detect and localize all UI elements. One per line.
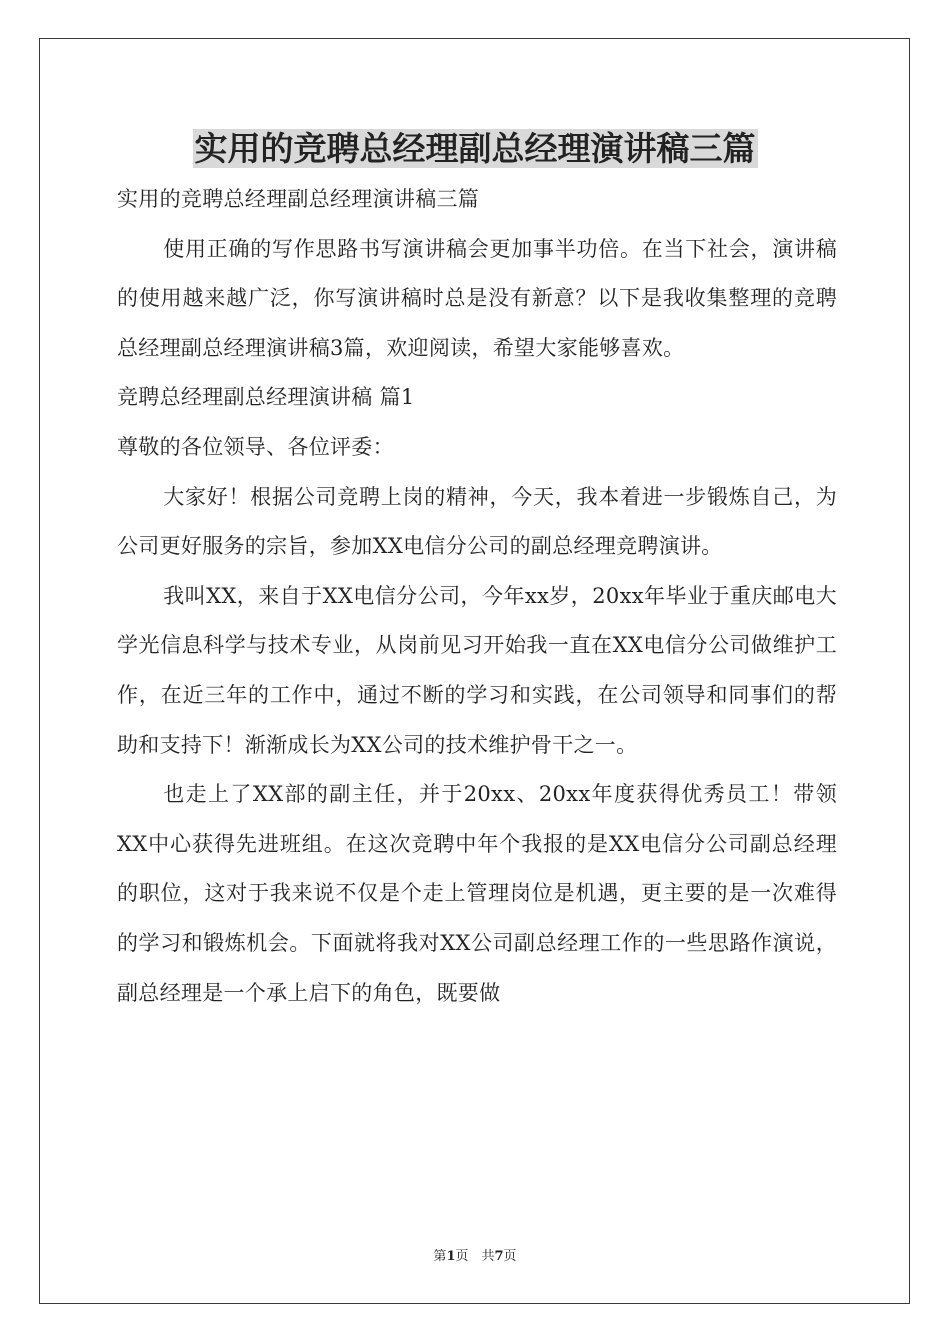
paragraph: 实用的竞聘总经理副总经理演讲稿三篇	[117, 187, 480, 211]
paragraph: 我叫XX，来自于XX电信分公司，今年xx岁，20xx年毕业于重庆邮电大学光信息科学与技术专业，从岗前见习开始我一直在XX电信分公司做维护工作，在近三年的工作中，通过不断的学习和实践，在公司领导和同事们的帮助和支持下！渐渐成长为XX公司的技术维护骨干之一。	[117, 583, 837, 757]
page-current-number: 1	[446, 1249, 456, 1264]
page-mid: 页 共	[455, 1249, 495, 1264]
section-heading: 竞聘总经理副总经理演讲稿 篇1	[117, 385, 415, 410]
page-footer	[0, 1245, 950, 1264]
paragraph: 大家好！根据公司竞聘上岗的精神，今天，我本着进一步锻炼自己，为公司更好服务的宗旨，参加XX电信分公司的副总经理竞聘演讲。	[117, 484, 837, 559]
page-suffix: 页	[503, 1249, 517, 1264]
document-title-text: 实用的竞聘总经理副总经理演讲稿三篇	[194, 129, 756, 168]
page-total-number: 7	[494, 1249, 504, 1264]
page-prefix: 第	[433, 1249, 447, 1264]
paragraph: 也走上了XX部的副主任，并于20xx、20xx年度获得优秀员工！带领XX中心获得先进班组。在这次竞聘中年个我报的是XX电信分公司副总经理的职位，这对于我来说不仅是个走上管理岗位是机遇，更主要的是一次难得的学习和锻炼机会。下面就将我对XX公司副总经理工作的一些思路作演说，副总经理是一个承上启下的角色，既要做	[117, 782, 837, 1005]
salutation: 尊敬的各位领导、各位评委：	[117, 434, 394, 459]
document-body	[117, 175, 837, 1018]
paragraph: 使用正确的写作思路书写演讲稿会更加事半功倍。在当下社会，演讲稿的使用越来越广泛，你写演讲稿时总是没有新意？以下是我收集整理的竞聘总经理副总经理演讲稿3篇，欢迎阅读，希望大家能够喜欢。	[117, 236, 837, 360]
document-title	[0, 124, 950, 174]
